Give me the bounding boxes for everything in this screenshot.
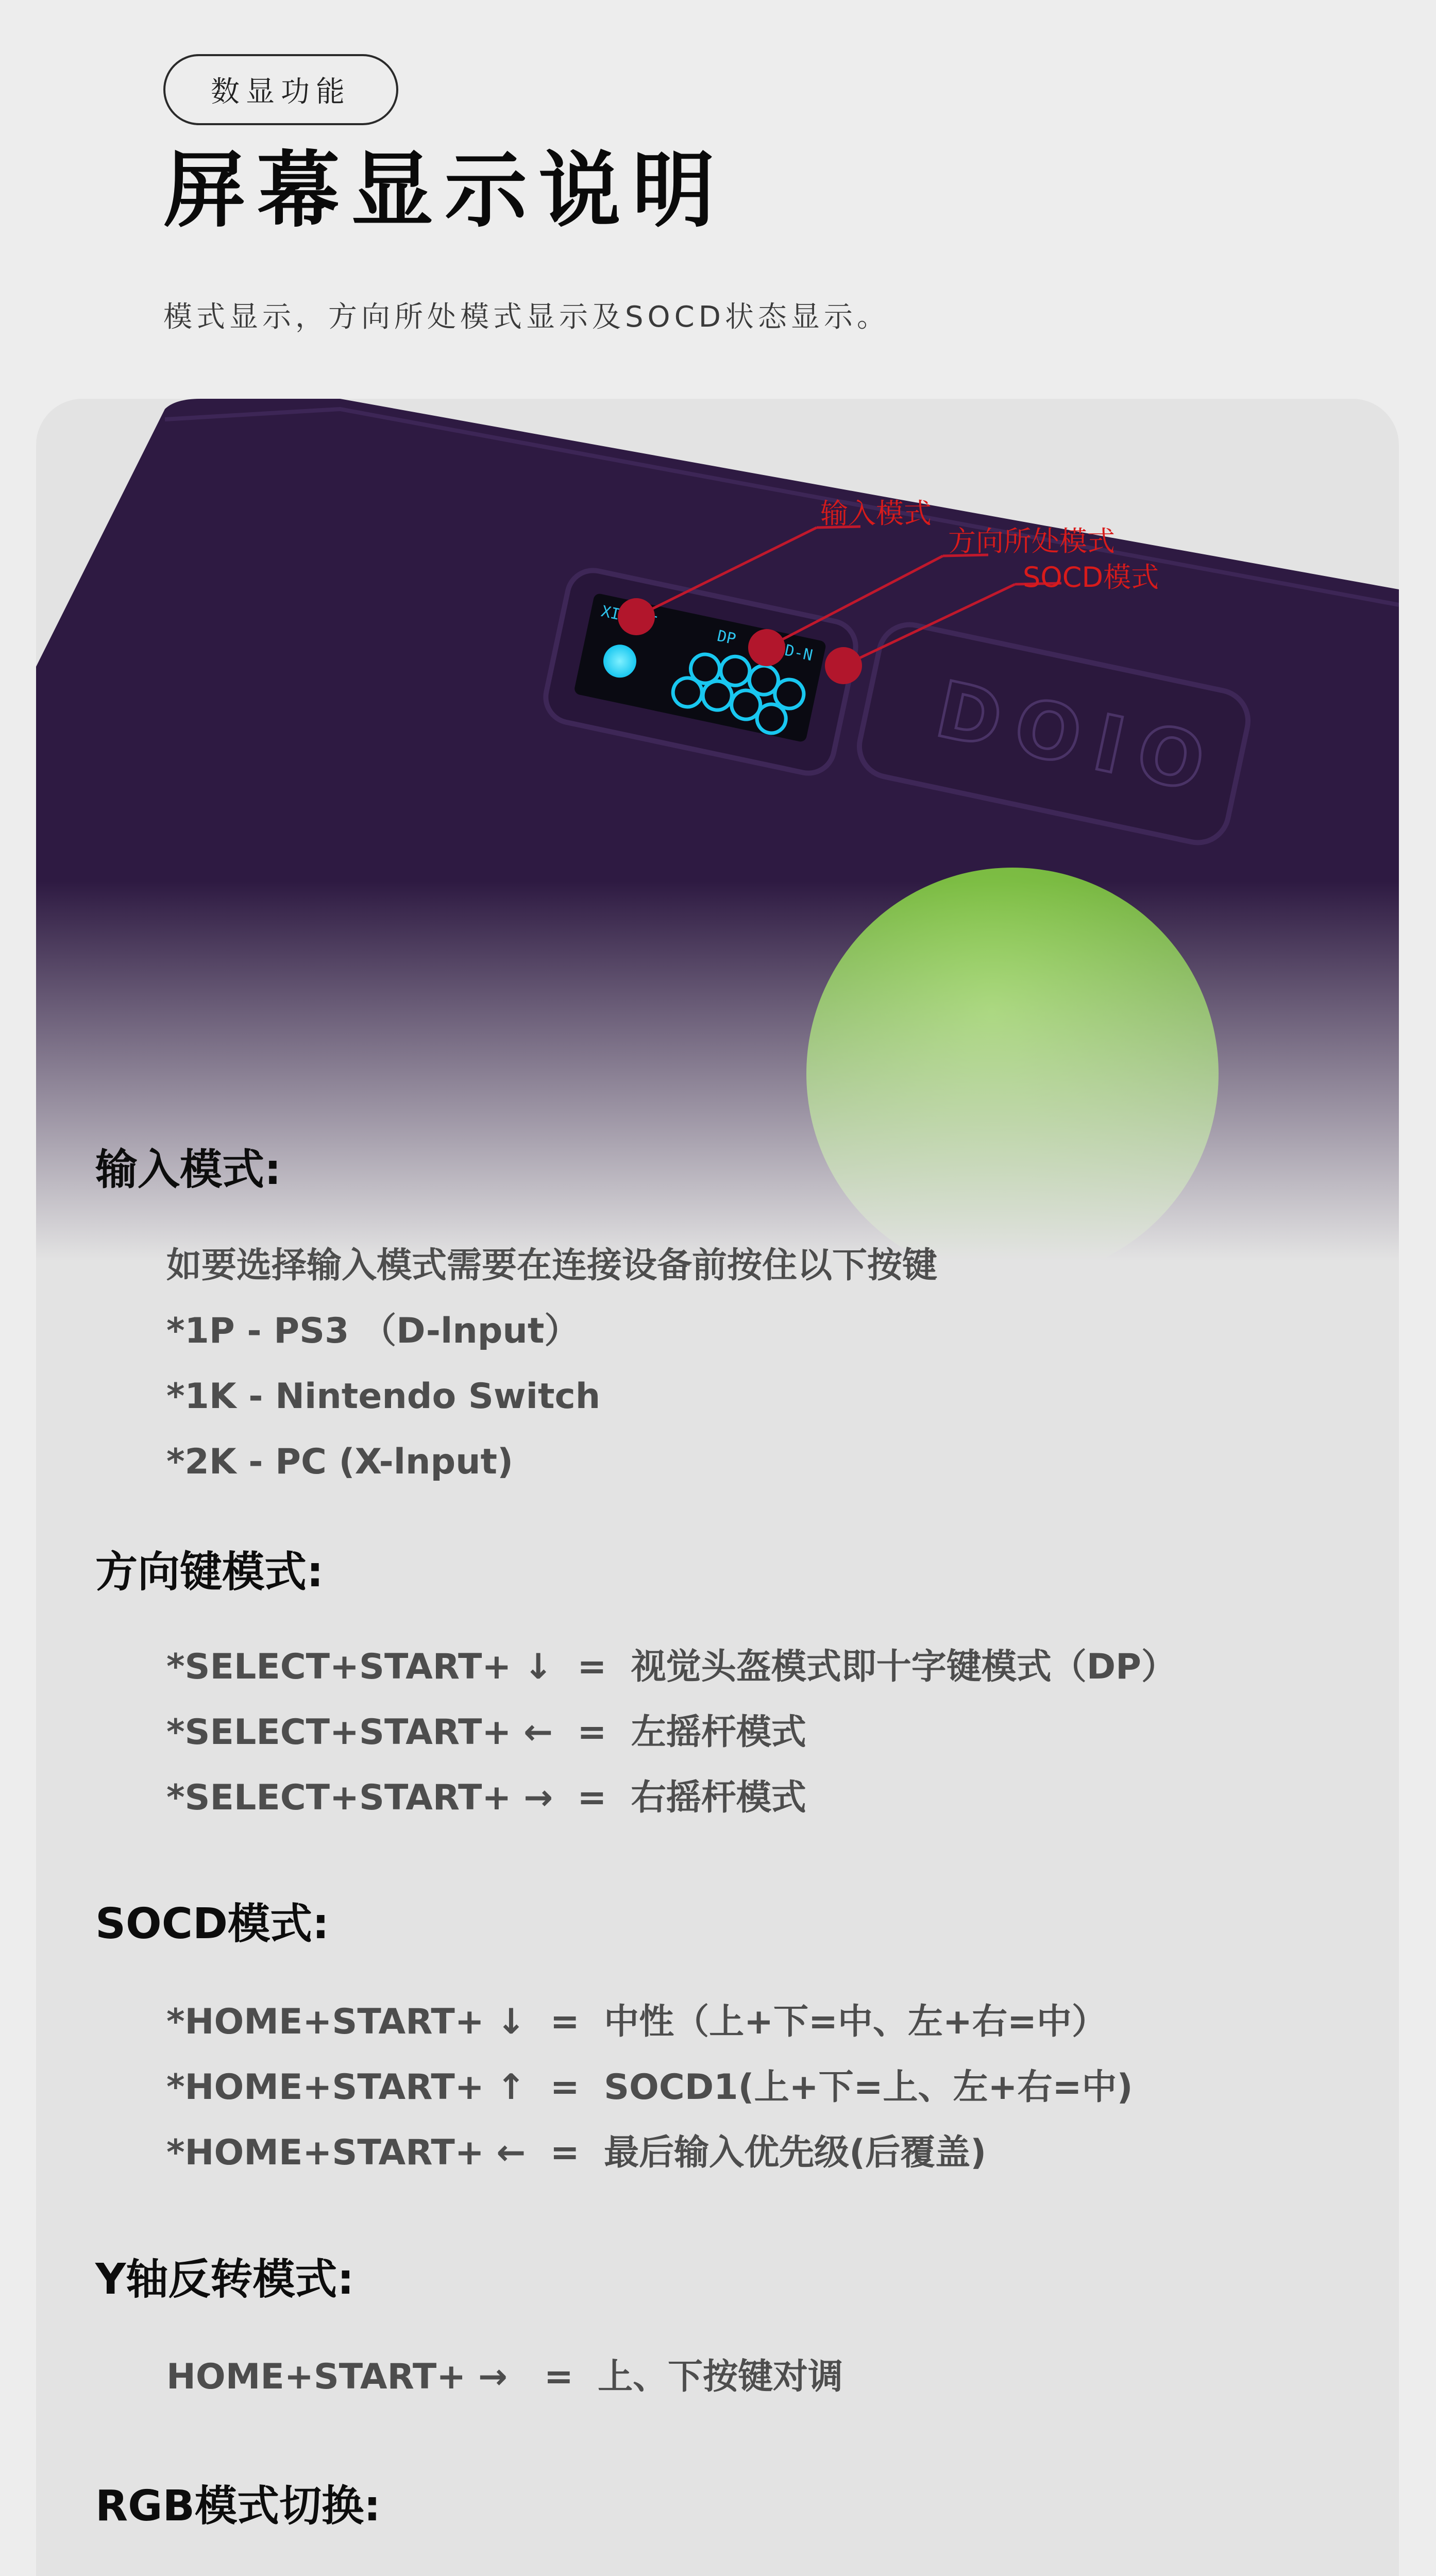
callout-direction-mode: 方向所处模式 <box>948 525 1115 557</box>
socd-mode-line: *HOME+START+ ← = 最后输入优先级(后覆盖) <box>166 2132 987 2173</box>
section-heading-direction: 方向键模式: <box>95 1548 324 1597</box>
callout-input-mode: 输入模式 <box>820 497 932 530</box>
content-card <box>36 399 1399 2576</box>
callout-socd-mode: SOCD模式 <box>1023 561 1159 594</box>
input-mode-marker <box>618 598 655 635</box>
page-title: 屏幕显示说明 <box>163 142 727 239</box>
page-subtitle: 模式显示，方向所处模式显示及SOCD状态显示。 <box>163 300 890 334</box>
yaxis-mode-line: HOME+START+ → = 上、下按键对调 <box>166 2357 843 2397</box>
section-tag: 数显功能 <box>163 54 398 125</box>
section-heading-yaxis: Y轴反转模式: <box>95 2255 354 2304</box>
section-heading-rgb: RGB模式切换: <box>95 2482 381 2531</box>
input-mode-line: 如要选择输入模式需要在连接设备前按住以下按键 <box>166 1245 938 1286</box>
direction-mode-line: *SELECT+START+ → = 右摇杆模式 <box>166 1777 806 1818</box>
socd-mode-line: *HOME+START+ ↑ = SOCD1(上+下=上、左+右=中) <box>166 2067 1133 2108</box>
direction-mode-marker <box>748 629 785 666</box>
input-mode-line: *1P - PS3 （D-lnput） <box>166 1311 580 1351</box>
direction-mode-line: *SELECT+START+ ← = 左摇杆模式 <box>166 1712 806 1753</box>
input-mode-line: *1K - Nintendo Switch <box>166 1376 601 1417</box>
socd-mode-marker <box>825 647 862 684</box>
direction-mode-line: *SELECT+START+ ↓ = 视觉头盔模式即十字键模式（DP） <box>166 1647 1177 1687</box>
input-mode-line: *2K - PC (X-lnput) <box>166 1442 514 1482</box>
socd-mode-line: *HOME+START+ ↓ = 中性（上+下=中、左+右=中） <box>166 2002 1107 2042</box>
section-heading-input: 输入模式: <box>95 1145 281 1194</box>
section-heading-socd: SOCD模式: <box>95 1900 329 1948</box>
